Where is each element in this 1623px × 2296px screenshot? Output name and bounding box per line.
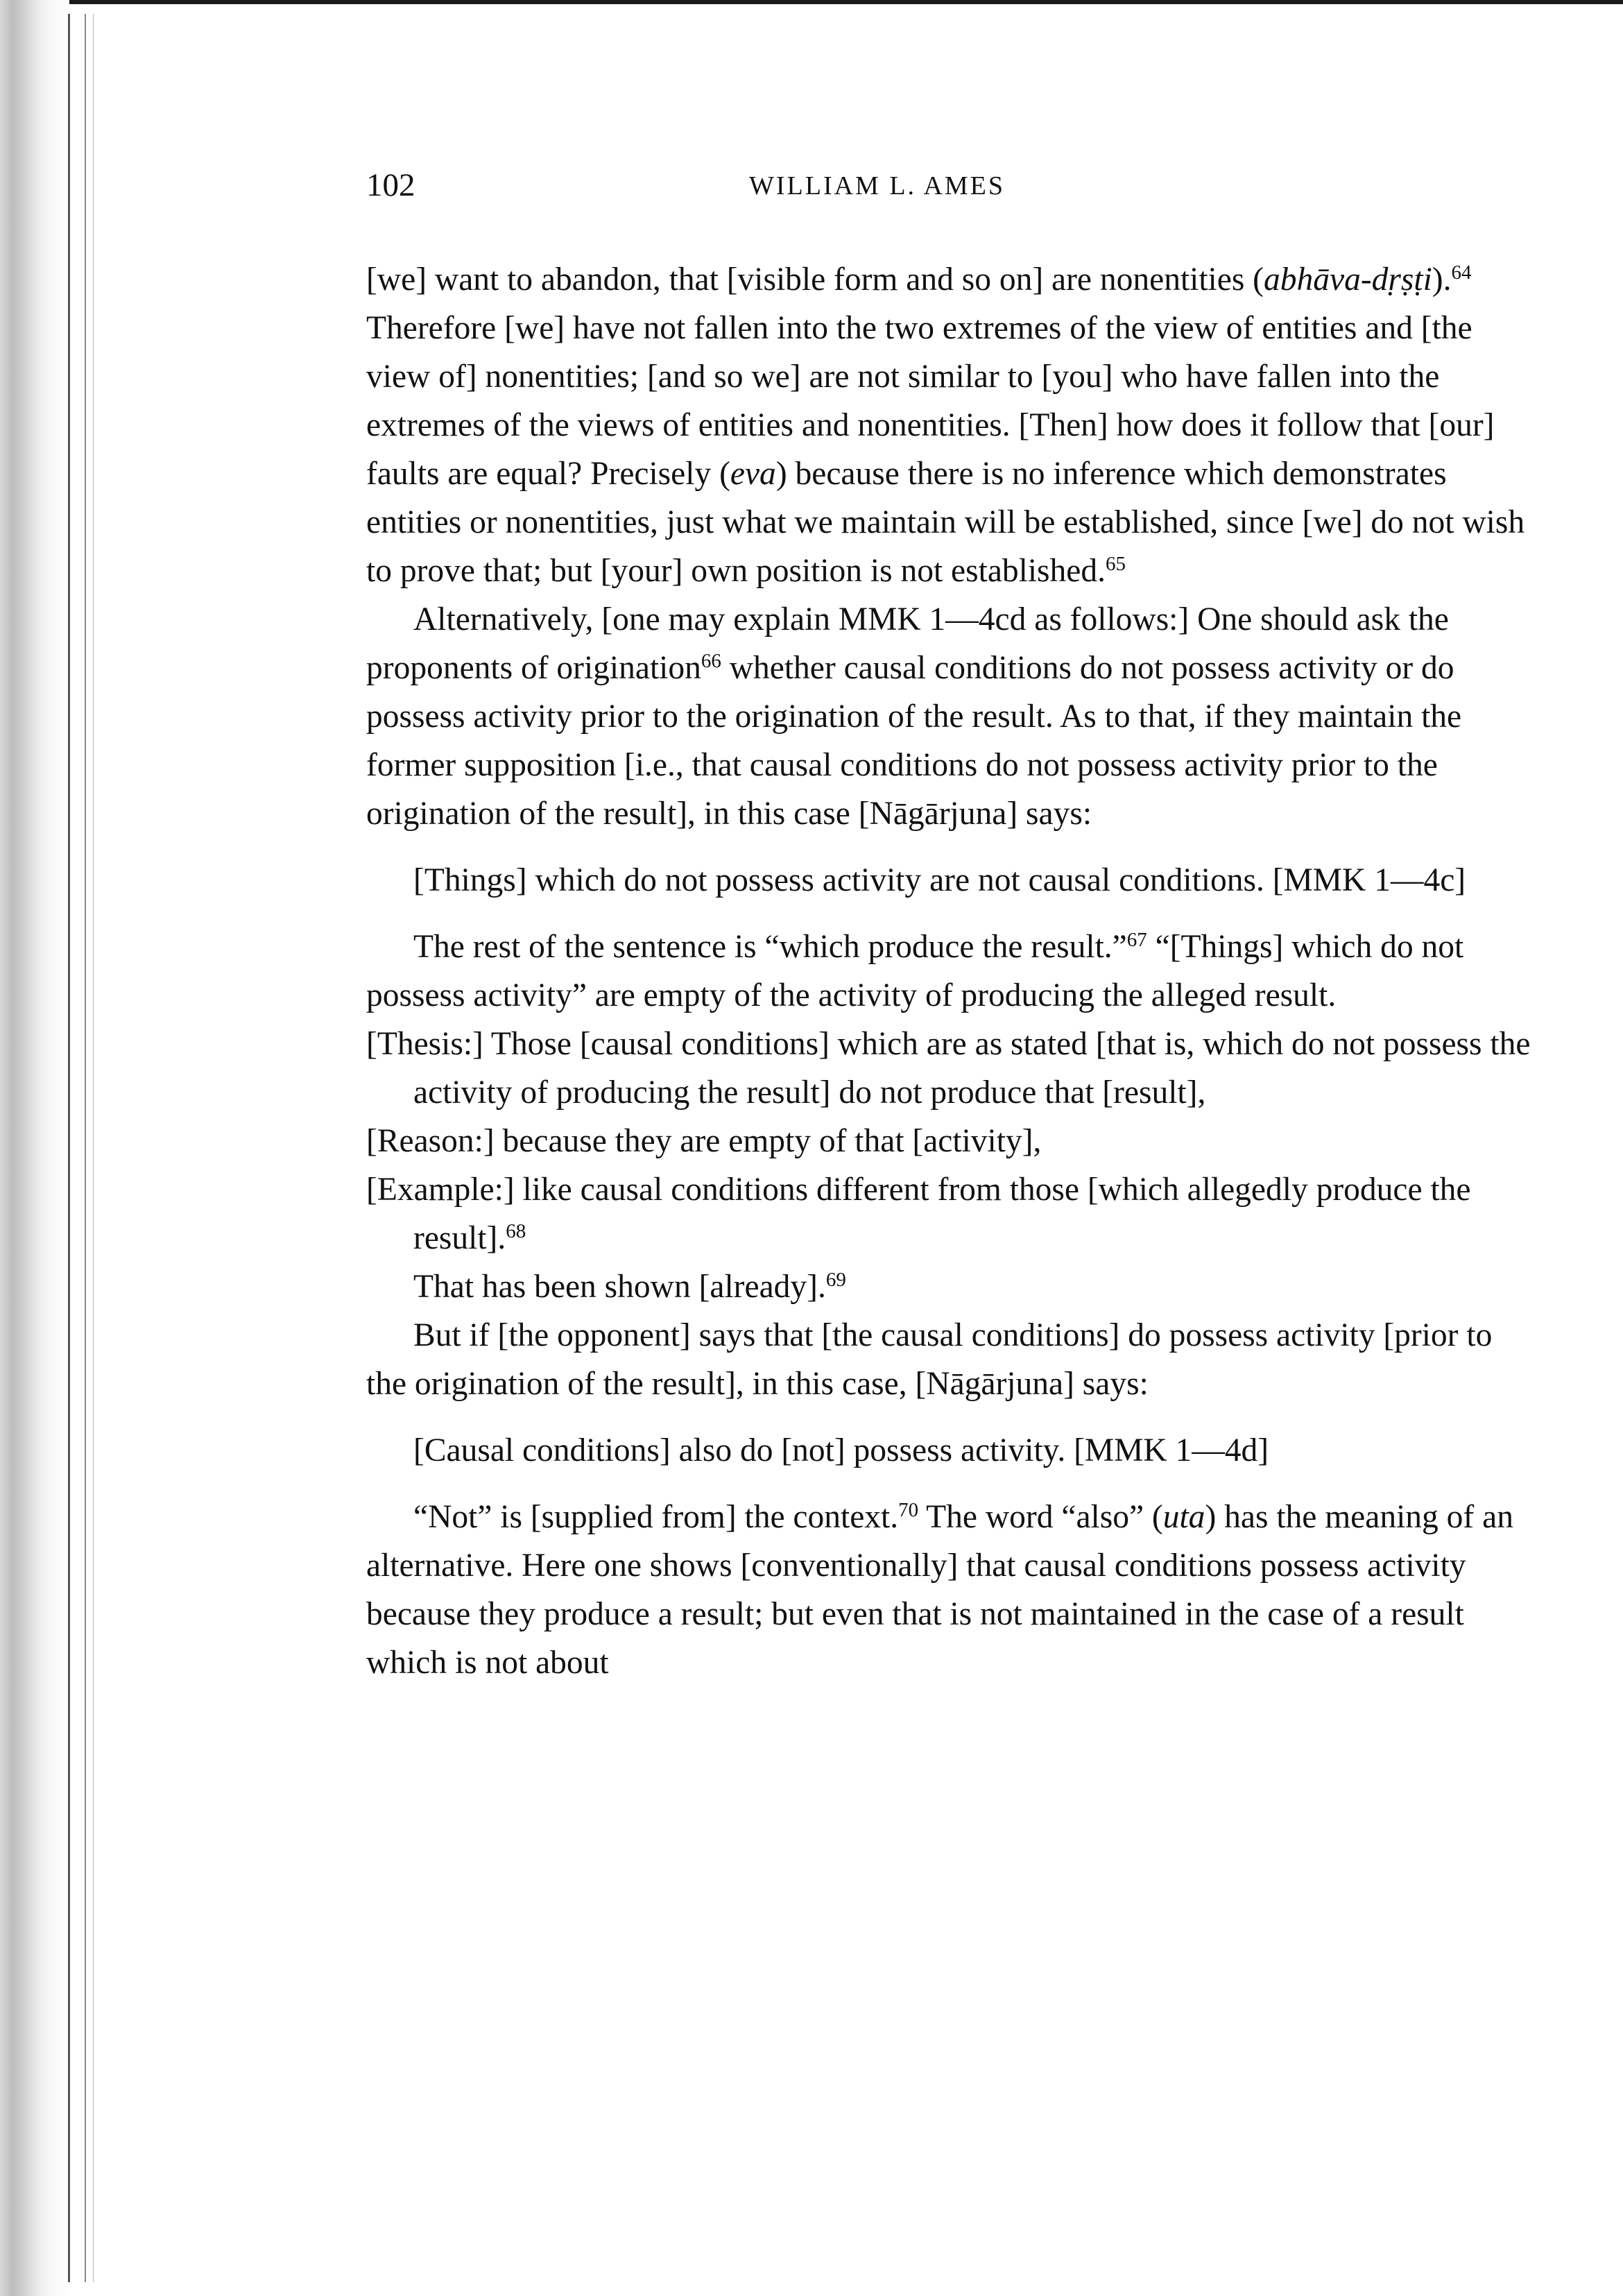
syllogism-example: [Example:] like causal conditions different from those [which allegedly produce the result].$^{68}$ xyxy=(366,1172,1471,1256)
italic-term: uta xyxy=(1162,1499,1205,1535)
footnote-ref: 64 xyxy=(1451,262,1472,284)
page-body xyxy=(366,255,1538,1687)
footnote-ref: 67 xyxy=(1126,929,1147,952)
paragraph: But if [the opponent] says that [the causal conditions] do possess activity [prior to the origination of the result], in this case, [Nāgārjuna] says: xyxy=(366,1317,1493,1402)
page-number: 102 xyxy=(366,167,415,203)
italic-term: eva xyxy=(730,456,776,492)
binding-line xyxy=(85,14,86,2282)
footnote-ref: 65 xyxy=(1106,553,1126,576)
running-head xyxy=(366,166,1538,215)
paragraph: That has been shown [already].$^{69}$ xyxy=(413,1269,846,1305)
paragraph: Alternatively, [one may explain MMK 1—4cd as follows:] One should ask the proponents of origination$^{66}$ whether causal conditions do not possess activity or do possess activity prior to the origination of the result. As to that, if they maintain the former supposition [i.e., that causal conditions do not possess activity prior to the origination of the result], in this case [Nāgārjuna] says: xyxy=(366,601,1462,832)
paragraph: [we] want to abandon, that [visible form and so on] are nonentities (abhāva-dṛṣṭi).$^{64}$ Therefore [we] have not fallen into the two extremes of the view of entities and [the view of] nonentities; [and so we] are not similar to [you] who have fallen into the extremes of the views of entities and nonentities. [Then] how does it follow that [our] faults are equal? Precisely (eva) because there is no inference which demonstrates entities or nonentities, just what we maintain will be established, since [we] do not wish to prove that; but [your] own position is not established.$^{65}$ xyxy=(366,262,1525,589)
top-edge xyxy=(0,0,1623,4)
italic-term: abhāva-dṛṣṭi xyxy=(1264,262,1432,298)
footnote-ref: 70 xyxy=(898,1499,919,1522)
running-head-author: WILLIAM L. AMES xyxy=(749,171,1006,200)
verse-quote: [Things] which do not possess activity are not causal conditions. [MMK 1—4c] xyxy=(413,862,1466,898)
paragraph: The rest of the sentence is “which produce the result.”$^{67}$ “[Things] which do not possess activity” are empty of the activity of producing the alleged result. xyxy=(366,929,1464,1013)
syllogism-reason: [Reason:] because they are empty of that [activity], xyxy=(366,1123,1042,1159)
paragraph: “Not” is [supplied from] the context.$^{70}$ The word “also” (uta) has the meaning of an alternative. Here one shows [conventionally] that causal conditions possess activity because they produce a result; but even that is not maintained in the case of a result which is not about xyxy=(366,1499,1513,1681)
footnote-ref: 68 xyxy=(506,1220,526,1243)
footnote-ref: 66 xyxy=(701,650,721,673)
footnote-ref: 69 xyxy=(825,1269,846,1292)
binding-line xyxy=(93,14,94,2282)
verse-quote: [Causal conditions] also do [not] possess activity. [MMK 1—4d] xyxy=(413,1432,1269,1468)
syllogism-thesis: [Thesis:] Those [causal conditions] which are as stated [that is, which do not possess the activity of producing the result] do not produce that [result], xyxy=(366,1026,1531,1111)
binding-shadow xyxy=(0,0,69,2296)
binding-line xyxy=(68,14,70,2282)
